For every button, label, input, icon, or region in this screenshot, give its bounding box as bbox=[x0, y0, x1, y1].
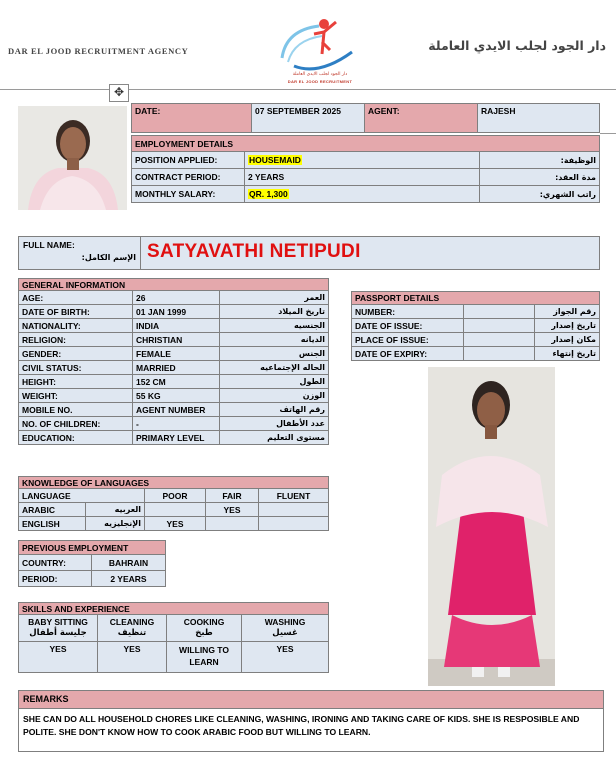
previous-employment-table bbox=[18, 540, 166, 587]
logo-caption-ar: دار الجود لجلب الايدي العاملة bbox=[292, 72, 348, 77]
salary-value: QR. 1,300 bbox=[249, 189, 288, 199]
agent-label: AGENT: bbox=[365, 104, 478, 133]
agent-value: RAJESH bbox=[478, 104, 600, 133]
table-row: GENDER: FEMALE الجنس bbox=[19, 347, 329, 361]
salary-label: MONTHLY SALARY: bbox=[132, 186, 245, 203]
table-row: NO. OF CHILDREN: - عدد الأطفال bbox=[19, 417, 329, 431]
table-row: HEIGHT: 152 CM الطول bbox=[19, 375, 329, 389]
remarks-box bbox=[18, 690, 604, 752]
table-row bbox=[132, 152, 600, 169]
full-name-label-ar: الإسم الكامل: bbox=[81, 253, 136, 262]
table-row: CIVIL STATUS: MARRIED الحاله الإجتماعيه bbox=[19, 361, 329, 375]
table-row: PLACE OF ISSUE: مكان إصدار bbox=[352, 333, 600, 347]
skills-title: SKILLS AND EXPERIENCE bbox=[19, 603, 329, 615]
remarks-text: SHE CAN DO ALL HOUSEHOLD CHORES LIKE CLEANING, WASHING, IRONING AND TAKING CARE OF KIDS. SHE IS RESPOSIBLE AND POLITE. SHE DON'T KNOW HOW TO COOK ARABIC FOOD BUT WILLING TO LEARN. bbox=[23, 714, 580, 737]
salary-label-ar: راتب الشهري: bbox=[480, 186, 600, 203]
table-row: DATE OF ISSUE: تاريخ إصدار bbox=[352, 319, 600, 333]
agency-name-ar: دار الجود لجلب الايدي العاملة bbox=[428, 38, 606, 53]
table-row: MOBILE NO. AGENT NUMBER رقم الهاتف bbox=[19, 403, 329, 417]
table-row: PERIOD: 2 YEARS bbox=[19, 571, 166, 587]
table-row: ARABIC العربيه YES bbox=[19, 503, 329, 517]
move-handle-icon[interactable]: ✥ bbox=[109, 84, 129, 102]
position-label-ar: الوظيفة: bbox=[480, 152, 600, 169]
table-row: COUNTRY: BAHRAIN bbox=[19, 555, 166, 571]
contract-label-ar: مدة العقد: bbox=[480, 169, 600, 186]
contract-value: 2 YEARS bbox=[245, 169, 480, 186]
table-row: RELIGION: CHRISTIAN الديانه bbox=[19, 333, 329, 347]
table-row: YES YES WILLING TO LEARN YES bbox=[19, 642, 329, 673]
table-row: ENGLISH الإنجليزيه YES bbox=[19, 517, 329, 531]
passport-table bbox=[351, 291, 600, 361]
remarks-title: REMARKS bbox=[23, 694, 69, 704]
table-row: DATE OF BIRTH: 01 JAN 1999 تاريخ الميلاد bbox=[19, 305, 329, 319]
header-divider bbox=[0, 89, 616, 90]
employment-table bbox=[131, 135, 600, 203]
table-row: EDUCATION: PRIMARY LEVEL مستوى التعليم bbox=[19, 431, 329, 445]
table-row: NATIONALITY: INDIA الجنسيه bbox=[19, 319, 329, 333]
table-row: DATE OF EXPIRY: تاريخ إنتهاء bbox=[352, 347, 600, 361]
table-row bbox=[132, 186, 600, 203]
table-row: BABY SITTING جليسة أطفال CLEANING تنظيف COOKING طبخ WASHING غسيل bbox=[19, 615, 329, 642]
languages-table bbox=[18, 476, 329, 531]
employment-title: EMPLOYMENT DETAILS bbox=[132, 136, 600, 152]
passport-title: PASSPORT DETAILS bbox=[352, 292, 600, 305]
logo-caption-en: DAR EL JOOD RECRUITMENT bbox=[287, 79, 353, 84]
skills-table bbox=[18, 602, 329, 673]
table-row: WEIGHT: 55 KG الوزن bbox=[19, 389, 329, 403]
candidate-photo-full bbox=[428, 367, 555, 686]
table-row: AGE: 26 العمر bbox=[19, 291, 329, 305]
table-row: NUMBER: رقم الجواز bbox=[352, 305, 600, 319]
table-row: LANGUAGE POOR FAIR FLUENT bbox=[19, 489, 329, 503]
general-title: GENERAL INFORMATION bbox=[19, 279, 329, 291]
side-rule bbox=[600, 133, 616, 134]
general-info-table bbox=[18, 278, 329, 445]
table-row bbox=[132, 169, 600, 186]
candidate-photo-small bbox=[18, 106, 127, 210]
full-name-box bbox=[18, 236, 600, 270]
contract-label: CONTRACT PERIOD: bbox=[132, 169, 245, 186]
agency-name-en: DAR EL JOOD RECRUITMENT AGENCY bbox=[8, 46, 189, 56]
position-value: HOUSEMAID bbox=[249, 155, 301, 165]
position-label: POSITION APPLIED: bbox=[132, 152, 245, 169]
top-info-table bbox=[131, 103, 600, 133]
full-name-label: FULL NAME: bbox=[23, 240, 75, 250]
date-label: DATE: bbox=[132, 104, 252, 133]
date-value: 07 SEPTEMBER 2025 bbox=[252, 104, 365, 133]
full-name-value: SATYAVATHI NETIPUDI bbox=[147, 241, 361, 262]
previous-title: PREVIOUS EMPLOYMENT bbox=[19, 541, 166, 555]
languages-title: KNOWLEDGE OF LANGUAGES bbox=[19, 477, 329, 489]
